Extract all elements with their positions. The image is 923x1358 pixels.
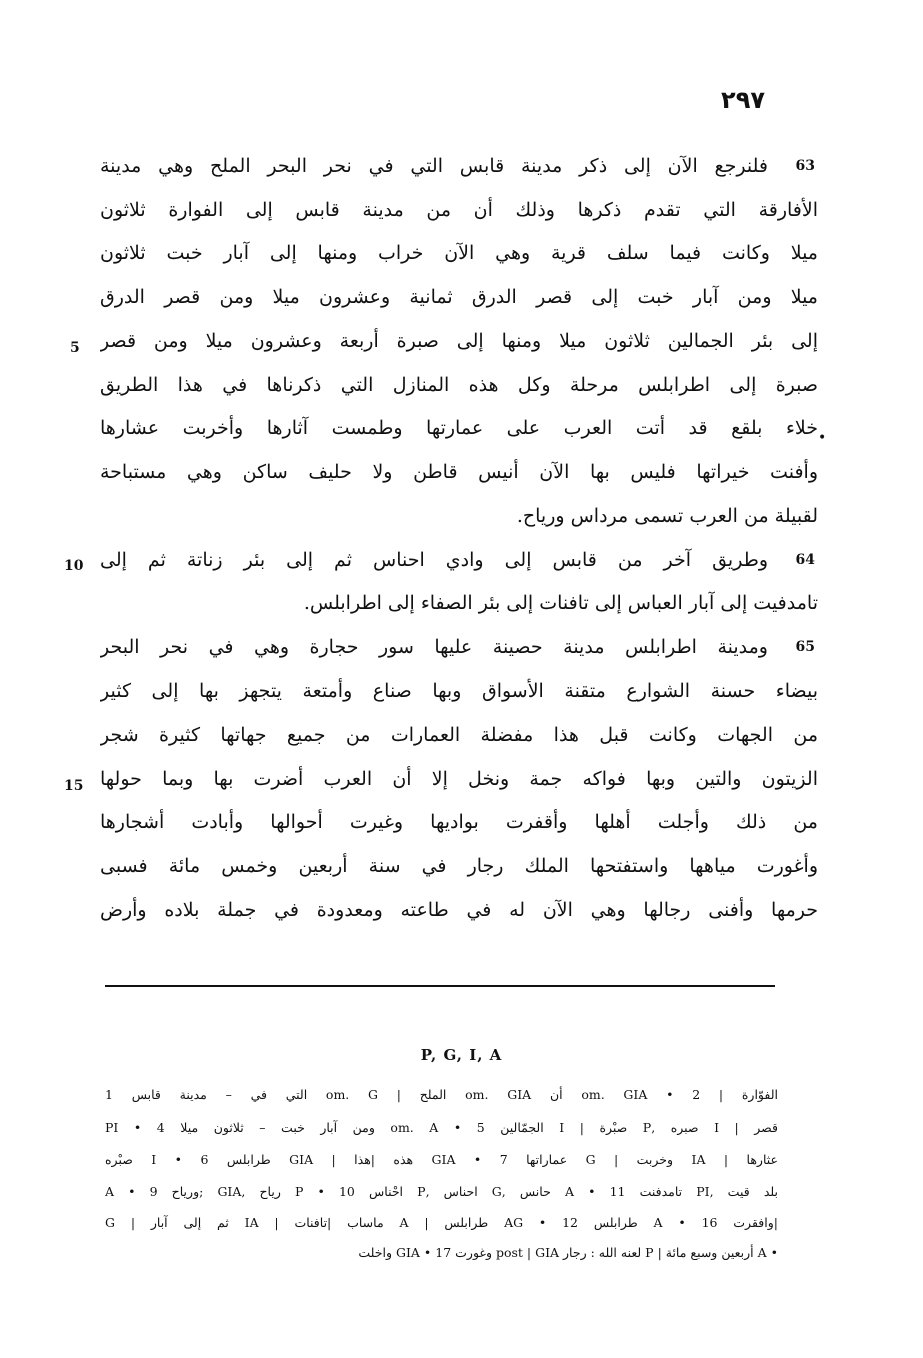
line-number: 5 — [70, 340, 80, 356]
page-number: ٢٩٧ — [721, 86, 765, 114]
text-line: وأغورت مياهها واستفتحها الملك رجار في سنة أربعين وخمس مائة فسبى — [100, 855, 818, 877]
paragraph-number: 65 — [795, 639, 815, 655]
manuscript-sigla: P, G, I, A — [420, 1046, 503, 1064]
text-line: الزيتون والتين وبها فواكه جمة ونخل إلا أن العرب أضرت بها وبما حولها — [100, 768, 818, 790]
text-line: وطريق آخر من قابس إلى وادي احناس ثم إلى بئر زناتة ثم إلى — [100, 549, 768, 571]
paragraph-number: 64 — [795, 552, 815, 568]
paragraph-number: 63 — [795, 158, 815, 174]
text-line: من الجهات وكانت قبل هذا مفضلة العمارات من جميع جهاتها كثيرة شجر — [100, 724, 818, 746]
text-line: فلنرجع الآن إلى ذكر مدينة قابس التي في نحر البحر الملح وهي مدينة — [100, 155, 768, 177]
text-line: الأفارقة التي تقدم ذكرها وذلك أن من مدينة قابس إلى الفوارة ثلاثون — [100, 199, 818, 221]
apparatus-line: عثارها | IA وخربت | G عماراتها 7 • GIA هذه |هذا | GIA طرابلس 6 • I صبْره — [105, 1152, 778, 1167]
line-number: 15 — [64, 778, 84, 794]
apparatus-line: • A أربعين وسبع مائة | P لعنه الله : رجار post | GIA وغورت 17 • GIA واخلت — [358, 1245, 778, 1260]
apparatus-line: بلد قيت ,PI تامدفنت 11 • A حانس ,G احناس ,P احْناس 10 • P رياح ,GIA ;ورياح 9 • A — [105, 1184, 778, 1199]
text-line: بيضاء حسنة الشوارع متقنة الأسواق وبها صناع وأمتعة يتجهز بها إلى كثير — [100, 680, 818, 702]
text-line: تامدفيت إلى آبار العباس إلى تافنات إلى بئر الصفاء إلى اطرابلس. — [303, 592, 818, 614]
text-line: حرمها وأفنى رجالها وهي الآن له في طاعته ومعدودة في جملة بلاده وأرض — [100, 899, 818, 921]
margin-mark: • — [818, 430, 827, 446]
text-line: ميلا وكانت فيما سلف قرية وهي الآن خراب ومنها إلى آبار خبت ثلاثون — [100, 242, 818, 264]
text-line: من ذلك وأجلت أهلها وأقفرت بواديها وغيرت أحوالها وأبادت أشجارها — [100, 811, 818, 833]
apparatus-line: |وافقرت 16 • A طرابلس 12 • AG طرابلس | A ماساب |تافنات | IA ثم إلى آبار | G — [105, 1215, 778, 1230]
text-line: ميلا ومن آبار خبت إلى قصر الدرق ثمانية وعشرون ميلا ومن قصر الدرق — [100, 286, 818, 308]
text-line: صبرة إلى اطرابلس مرحلة وكل هذه المنازل التي ذكرناها في هذا الطريق — [100, 374, 818, 396]
text-line: لقبيلة من العرب تسمى مرداس ورياح. — [516, 505, 818, 527]
text-line: وأفنت خيراتها فليس بها الآن أنيس قاطن ولا حليف ساكن وهي مستباحة — [100, 461, 818, 483]
apparatus-line: قصر | I صبره ,P صبْرة | I الجمّالين 5 • om. A ومن آبار خبت – ثلاثون ميلا 4 • PI — [105, 1120, 778, 1135]
text-line: ومدينة اطرابلس مدينة حصينة عليها سور حجارة وهي في نحر البحر — [100, 636, 768, 658]
text-line: إلى بئر الجمالين ثلاثون ميلا ومنها إلى صبرة أربعة وعشرون ميلا ومن قصر — [100, 330, 818, 352]
footnote-rule — [105, 985, 775, 987]
apparatus-line: الفوّارة | om. GIA • 2 أن om. GIA الملح | om. G التي في – مدينة قابس 1 — [105, 1087, 778, 1102]
text-line: خلاء بلقع قد أتت العرب على عمارتها وطمست آثارها وأخربت عشارها — [100, 417, 818, 439]
line-number: 10 — [64, 558, 84, 574]
